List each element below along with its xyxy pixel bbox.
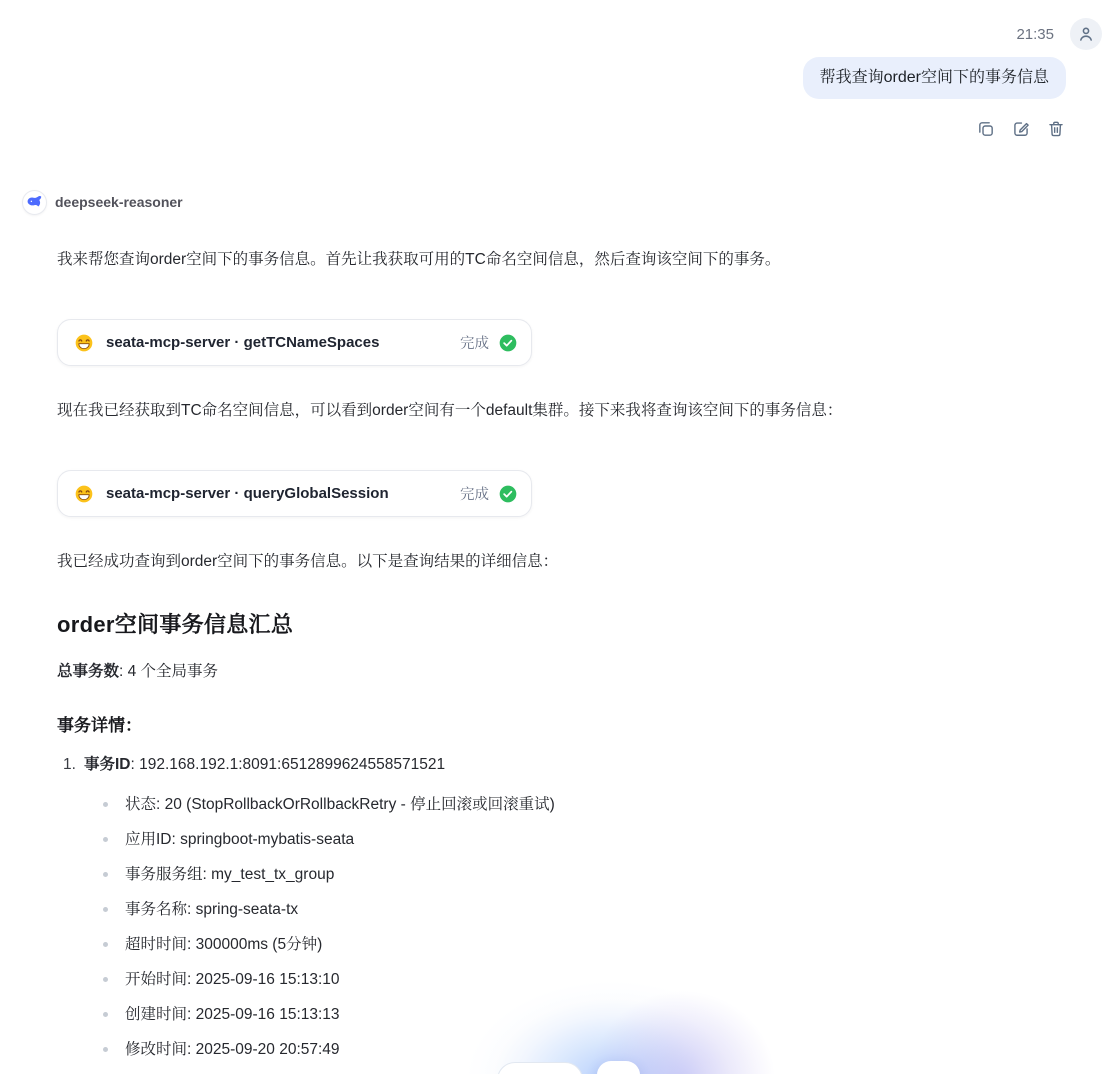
assistant-paragraph: 我已经成功查询到order空间下的事务信息。以下是查询结果的详细信息： [57, 553, 559, 570]
tool-call-label: seata-mcp-server · getTCNameSpaces [106, 334, 380, 351]
assistant-message [22, 189, 1110, 1059]
delete-button[interactable] [1046, 119, 1066, 139]
transaction-field-status: 状态: 20 (StopRollbackOrRollbackRetry - 停止回滚或回滚重试) [101, 795, 982, 814]
transaction-item [57, 755, 982, 1059]
user-avatar[interactable] [1070, 18, 1102, 50]
assistant-paragraph: 现在我已经获取到TC命名空间信息，可以看到order空间有一个default集群。接下来我将查询该空间下的事务信息： [57, 402, 843, 419]
total-transactions-label: 总事务数 [57, 663, 120, 680]
transaction-field-service-group: 事务服务组: my_test_tx_group [101, 865, 982, 884]
transaction-list [57, 755, 982, 1059]
tool-call-card-queryGlobalSession[interactable] [57, 470, 532, 517]
transaction-field-modify-time: 修改时间: 2025-09-20 20:57:49 [101, 1040, 982, 1059]
grinning-emoji-icon [74, 484, 94, 504]
transaction-field-begin-time: 开始时间: 2025-09-16 15:13:10 [101, 970, 982, 989]
trash-icon [1046, 119, 1066, 139]
copy-button[interactable] [976, 119, 996, 139]
transaction-field-name: 事务名称: spring-seata-tx [101, 900, 982, 919]
transaction-field-app-id: 应用ID: springboot-mybatis-seata [101, 830, 982, 849]
transaction-id-label: 事务ID [84, 756, 131, 773]
tool-call-status: 完成 [460, 336, 489, 352]
total-transactions-line [57, 659, 982, 681]
assistant-content [22, 248, 982, 1059]
floating-action-button[interactable] [597, 1061, 640, 1074]
tool-call-status: 完成 [460, 487, 489, 503]
check-circle-icon [498, 484, 518, 504]
deepseek-whale-icon [26, 194, 43, 211]
total-transactions-value: : 4 个全局事务 [119, 663, 219, 680]
copy-icon [976, 119, 996, 139]
summary-heading: order空间事务信息汇总 [57, 612, 294, 637]
tool-call-card-getTCNameSpaces[interactable] [57, 319, 532, 366]
user-message-bubble: 帮我查询order空间下的事务信息 [803, 57, 1066, 99]
transaction-id-value: : 192.168.192.1:8091:6512899624558571521 [130, 756, 446, 773]
transaction-id-line [84, 755, 445, 775]
edit-button[interactable] [1011, 119, 1031, 139]
message-meta-row [0, 0, 1110, 50]
message-actions [0, 119, 1110, 139]
assistant-avatar [22, 190, 47, 215]
details-heading: 事务详情： [57, 716, 142, 735]
transaction-fields [101, 795, 982, 1059]
transaction-field-timeout: 超时时间: 300000ms (5分钟) [101, 935, 982, 954]
check-circle-icon [498, 333, 518, 353]
person-icon [1076, 24, 1096, 44]
transaction-field-create-time: 创建时间: 2025-09-16 15:13:13 [101, 1005, 982, 1024]
grinning-emoji-icon [74, 333, 94, 353]
tool-call-label: seata-mcp-server · queryGlobalSession [106, 485, 389, 502]
stop-generating-button[interactable] [497, 1062, 583, 1074]
user-message-row [0, 57, 1110, 99]
edit-icon [1011, 119, 1031, 139]
model-name: deepseek-reasoner [55, 194, 183, 210]
transaction-index: 1. [63, 756, 76, 773]
message-timestamp: 21:35 [1016, 25, 1054, 43]
assistant-header [22, 189, 1110, 215]
assistant-paragraph: 我来帮您查询order空间下的事务信息。首先让我获取可用的TC命名空间信息，然后查询该空间下的事务。 [57, 251, 781, 268]
